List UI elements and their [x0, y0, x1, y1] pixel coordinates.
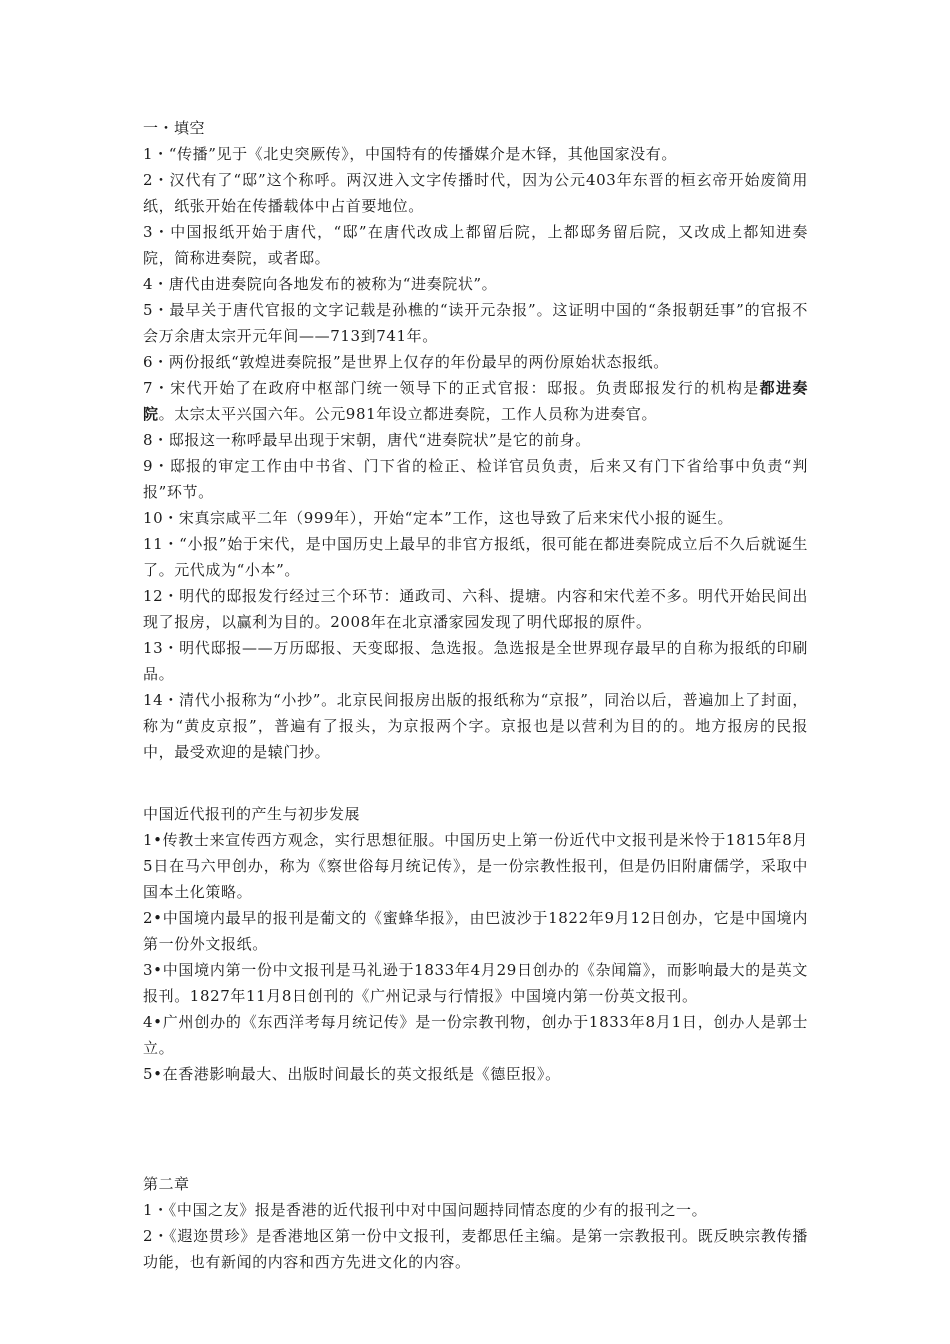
list-item: 1・“传播”见于《北史突厥传》，中国特有的传播媒介是木铎，其他国家没有。 — [143, 145, 677, 163]
list-item: 8・邸报这一称呼最早出现于宋朝，唐代“进奏院状”是它的前身。 — [143, 431, 591, 449]
list-item: 5・最早关于唐代官报的文字记载是孙樵的“读开元杂报”。这证明中国的“条报朝廷事”的官报不会万余唐太宗开元年间——713到741年。 — [143, 301, 808, 345]
list-item: 11・“小报”始于宋代，是中国历史上最早的非官方报纸，很可能在都进奏院成立后不久后就诞生了。元代成为“小本”。 — [143, 535, 808, 579]
section-modern-press — [143, 801, 808, 1087]
section-chapter-two — [143, 1171, 808, 1275]
list-item: 1・《中国之友》报是香港的近代报刊中对中国问题持同情态度的少有的报刊之一。 — [143, 1201, 708, 1219]
list-item — [143, 375, 808, 427]
spacer — [143, 1087, 808, 1171]
list-item: 10・宋真宗咸平二年（999年），开始“定本”工作，这也导致了后来宋代小报的诞生。 — [143, 509, 734, 527]
list-item: 3•中国境内第一份中文报刊是马礼逊于1833年4月29日创办的《杂闻篇》，而影响最大的是英文报刊。1827年11月8日创刊的《广州记录与行情报》中国境内第一份英文报刊。 — [143, 961, 808, 1005]
list-item: 2•中国境内最早的报刊是葡文的《蜜蜂华报》，由巴波沙于1822年9月12日创办，它是中国境内第一份外文报纸。 — [143, 909, 808, 953]
list-item: 4・唐代由进奏院向各地发布的被称为“进奏院状”。 — [143, 275, 498, 293]
spacer — [143, 765, 808, 801]
section-title: 一・填空 — [143, 119, 206, 137]
section-title: 中国近代报刊的产生与初步发展 — [143, 805, 361, 823]
list-item: 13・明代邸报——万历邸报、天变邸报、急选报。急选报是全世界现存最早的自称为报纸的印刷品。 — [143, 639, 808, 683]
item-text-bold: 都进奏院 — [143, 379, 808, 423]
list-item: 14・清代小报称为“小抄”。北京民间报房出版的报纸称为“京报”，同治以后，普遍加上了封面，称为“黄皮京报”，普遍有了报头，为京报两个字。京报也是以营利为目的的。地方报房的民报中，最受欢迎的是辕门抄。 — [143, 691, 808, 761]
list-item: 1•传教士来宣传西方观念，实行思想征服。中国历史上第一份近代中文报刊是米怜于1815年8月5日在马六甲创办，称为《察世俗每月统记传》，是一份宗教性报刊，但是仍旧附庸儒学，采取中国本土化策略。 — [143, 831, 808, 901]
item-text-post: 。太宗太平兴国六年。公元981年设立都进奏院，工作人员称为进奏官。 — [158, 405, 658, 423]
list-item: 3・中国报纸开始于唐代，“邸”在唐代改成上都留后院，上都邸务留后院，又改成上都知进奏院，简称进奏院，或者邸。 — [143, 223, 808, 267]
list-item: 12・明代的邸报发行经过三个环节：通政司、六科、提塘。内容和宋代差不多。明代开始民间出现了报房，以赢利为目的。2008年在北京潘家园发现了明代邸报的原件。 — [143, 587, 808, 631]
list-item: 4•广州创办的《东西洋考每月统记传》是一份宗教刊物，创办于1833年8月1日，创办人是郭士立。 — [143, 1013, 808, 1057]
item-text-pre: 7・宋代开始了在政府中枢部门统一领导下的正式官报：邸报。负责邸报发行的机构是 — [143, 379, 760, 397]
list-item: 9・邸报的审定工作由中书省、门下省的检正、检详官员负责，后来又有门下省给事中负责“判报”环节。 — [143, 457, 808, 501]
document-page — [143, 115, 808, 1275]
list-item: 5•在香港影响最大、出版时间最长的英文报纸是《德臣报》。 — [143, 1065, 561, 1083]
list-item: 2・《遐迩贯珍》是香港地区第一份中文报刊，麦都思任主编。是第一宗教报刊。既反映宗教传播功能，也有新闻的内容和西方先进文化的内容。 — [143, 1227, 808, 1271]
list-item: 2・汉代有了“邸”这个称呼。两汉进入文字传播时代，因为公元403年东晋的桓玄帝开始废简用纸，纸张开始在传播载体中占首要地位。 — [143, 171, 808, 215]
section-title: 第二章 — [143, 1175, 190, 1193]
list-item: 6・两份报纸“敦煌进奏院报”是世界上仅存的年份最早的两份原始状态报纸。 — [143, 353, 669, 371]
section-fill-in-blanks — [143, 115, 808, 765]
